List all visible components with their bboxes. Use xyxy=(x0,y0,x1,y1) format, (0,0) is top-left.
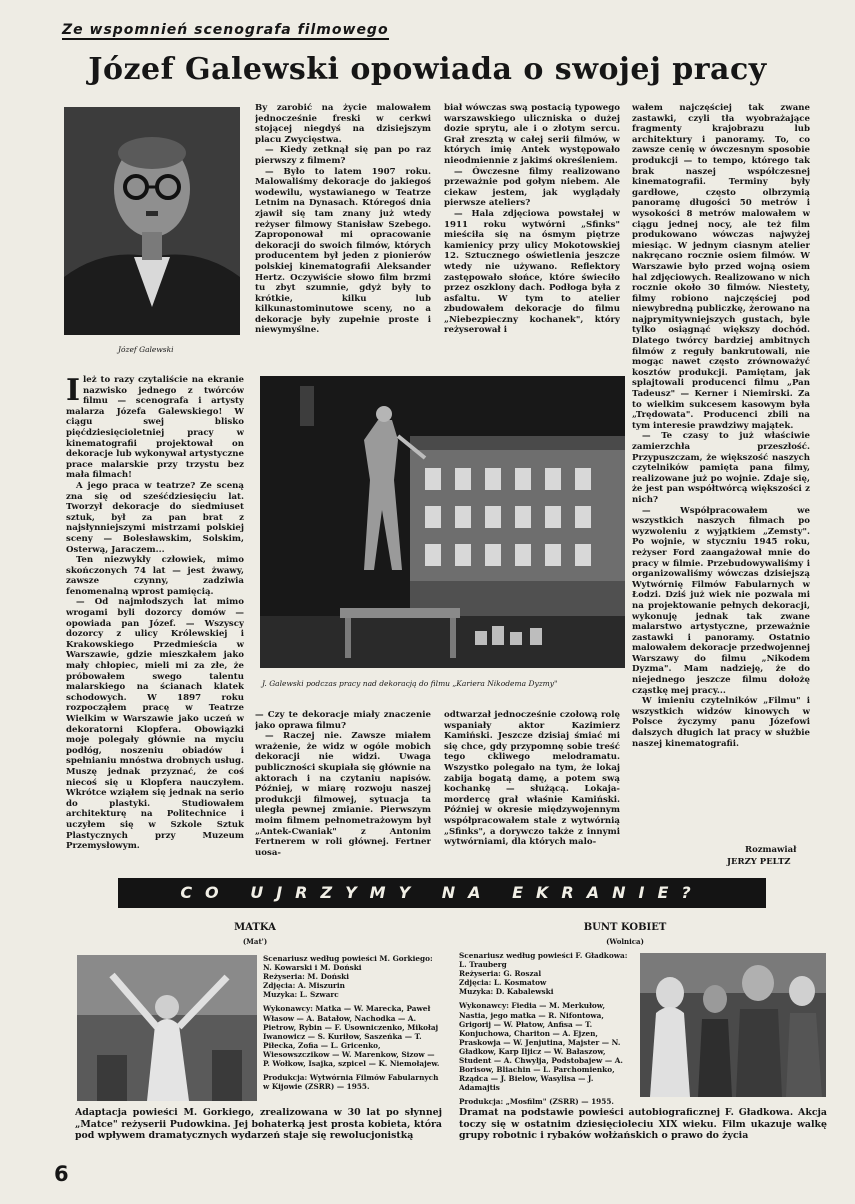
article-paragraph: Ten niezwykły człowiek, mimo skończonych 74 lat — jest żwawy, zawsze czynny, zadziwia fenomenalną wprost pamięcią. xyxy=(66,555,244,597)
film-summary: Dramat na podstawie powieści autobiograficznej F. Gładkowa. Akcja toczy się w ostatnim dziesięcioleciu XIX wieku. Film ukazuje walkę grupy robotnic i rybaków wołżańskich o prawo do życia xyxy=(459,1107,827,1142)
credit-line: Reżyseria: M. Doński xyxy=(263,972,350,982)
credit-line: Wykonawcy: Fiedia — M. Merkułow, Nastia, jego matka — R. Nifontowa, Grigorij — W. Płatow, Anfisa — T. Konjuchowa, Chariton — A. Ejzen, Praskowja — W. Jenjutina, Majster — N. Gładkow, Karp Iljicz — W. Bałaszow, Student — A. Chwylja, Podstobajew — A. Borisow, Bliachin — L. Parchomienko, Rządca — J. Bielow, Wasylisa — J. Adamajtis xyxy=(459,1001,623,1093)
film-still-illustration xyxy=(640,953,826,1097)
credit-line: Zdjęcia: L. Kosmatow xyxy=(459,978,547,988)
article-paragraph: — Kiedy zetknął się pan po raz pierwszy z filmem? xyxy=(255,145,431,166)
article-column-4 xyxy=(632,103,810,843)
film-credits xyxy=(263,954,440,1104)
signature-label: Rozmawiał xyxy=(745,845,797,855)
article-column-2-continued xyxy=(255,710,431,870)
article-headline: Józef Galewski opowiada o swojej pracy xyxy=(88,52,767,87)
film-still-illustration xyxy=(77,955,257,1101)
film-still-bunt-kobiet xyxy=(640,953,826,1097)
article-column-1 xyxy=(66,375,244,868)
film-summary: Adaptacja powieści M. Gorkiego, zrealizowana w 30 lat po słynnej „Matce" reżyserii Pudowkina. Jej bohaterką jest prosta kobieta, która pod wpływem dramatycznych wydarzeń staje się rewolucjonistką xyxy=(75,1107,442,1142)
film-title: MATKA xyxy=(234,922,276,933)
film-original-title: (Wolnica) xyxy=(606,937,644,946)
article-paragraph: W imieniu czytelników „Filmu" i wszystkich widzów kinowych w Polsce życzymy panu Józefowi dalszych długich lat pracy w służbie naszej kinematografii. xyxy=(632,696,810,749)
credit-line: Scenariusz według powieści M. Gorkiego: N. Kowarski i M. Doński xyxy=(263,954,433,973)
signature-name: JERZY PELTZ xyxy=(727,857,791,867)
scene-illustration xyxy=(260,376,625,668)
credit-line: Produkcja: Wytwórnia Filmów Fabularnych w Kijowie (ZSRR) — 1955. xyxy=(263,1073,439,1092)
scene-photo xyxy=(260,376,625,668)
credit-line: Reżyseria: G. Roszal xyxy=(459,969,542,979)
film-title: BUNT KOBIET xyxy=(583,922,667,933)
article-paragraph: A jego praca w teatrze? Ze sceną zna się od sześćdziesięciu lat. Tworzył dekoracje do siedmiuset sztuk, był za pan brat z najsłynniejszymi mistrzami polskiej sceny — Bolesławskim, Solskim, Osterwą, Jaraczem... xyxy=(66,480,244,555)
article-column-3 xyxy=(444,103,620,361)
section-kicker: Ze wspomnień scenografa filmowego xyxy=(62,22,389,38)
article-paragraph: — Hala zdjęciowa powstałej w 1911 roku wytwórni „Sfinks" mieściła się na ósmym piętrze kamienicy przy ulicy Mokotowskiej 12. Sztucznego oświetlenia jeszcze wtedy nie używano. Reflektory zastępowało słońce, które świeciło przez oszklony dach. Podłoga była z asfaltu. W tym to atelier zbudowałem dekoracje do filmu „Niebezpieczny kochanek", który reżyserował i xyxy=(444,208,620,336)
film-still-matka xyxy=(77,955,257,1101)
article-paragraph: odtwarzał jednocześnie czołową rolę wspaniały aktor Kazimierz Kamiński. Jeszcze dzisiaj śmiać mi się chce, gdy przypomnę sobie treść tego ckliwego melodramatu. Wszystko polegało na tym, że lokaj zabija bogatą damę, a potem swą kochankę — służącą. Lokaja-mordercę grał właśnie Kamiński. Później w okresie międzywojennym współpracowałem stale z wytwórnią „Sfinks", a dorywczo także z innymi wytwórniami, dla których malo- xyxy=(444,710,620,848)
credit-line: Wykonawcy: Matka — W. Marecka, Paweł Własow — A. Batałow, Nachodka — A. Pietrow, Rybin — F. Usowniczenko, Mikołaj Iwanowicz — S. Kuriłow, Saszeńka — T. Piłecka, Zofia — L. Gricenko, Wiesowszczikow — W. Marenkow, Sizow — P. Wołkow, Isajka, szpicel — K. Niemołajew. xyxy=(263,1004,440,1069)
article-paragraph: — Od najmłodszych lat mimo wrogami byli dozorcy domów — opowiada pan Józef. — Wszyscy dozorcy z ulicy Królewskiej i Krakowskiego Przedmieścia w Warszawie, gdzie mieszkałem jako mały chłopiec, mieli mi za złe, że próbowałem swego talentu malarskiego na ścianach klatek schodowych. W 1897 roku rozpocząłem pracę w Teatrze Wielkim w Warszawie jako uczeń w dekoratorni Klopfera. Obowiązki moje polegały głównie na myciu podłóg, noszeniu obiadów i spełnianiu mnóstwa drobnych usług. Muszę jednak przyznać, że coś niecoś się u Klopfera nauczyłem. Wkrótce wziąłem się jednak na serio do plastyki. Studiowałem architekturę na Politechnice i uczyłem się w Szkole Sztuk Plastycznych przy Muzeum Przemysłowym. xyxy=(66,597,244,852)
credit-line: Zdjęcia: A. Miszurin xyxy=(263,981,345,991)
portrait-caption: Józef Galewski xyxy=(118,345,174,354)
portrait-illustration xyxy=(64,107,240,335)
film-original-title: (Mat') xyxy=(242,937,268,946)
credit-line: Muzyka: L. Szwarc xyxy=(263,990,339,1000)
article-paragraph: — Ówczesne filmy realizowano przeważnie pod gołym niebem. Ale ciekaw jestem, jak wyglądały pierwsze ateliers? xyxy=(444,166,620,209)
article-paragraph: — Te czasy to już właściwie zamierzchła przeszłość. Przypuszczam, że większość naszych czytelników pamięta pana filmy, realizowane już po wojnie. Zdaje się, że jest pan współtwórcą większości z nich? xyxy=(632,431,810,505)
article-paragraph: Ileż to razy czytaliście na ekranie nazwisko jednego z twórców filmu — scenografa i artysty malarza Józefa Galewskiego! W ciągu swej blisko pięćdziesięcioletniej pracy w kinematografii projektował on dekoracje lub wykonywał artystyczne prace malarskie przy trzystu bez mała filmach! xyxy=(66,375,244,481)
page-number: 6 xyxy=(54,1162,69,1186)
scene-caption: J. Galewski podczas pracy nad dekoracją do filmu „Kariera Nikodema Dyzmy" xyxy=(262,679,558,688)
article-paragraph: — Współpracowałem we wszystkich naszych filmach po wyzwoleniu z wyjątkiem „Zemsty". Po wojnie, w styczniu 1945 roku, reżyser Ford zaangażował mnie do pracy w filmie. Przebudowywaliśmy i organizowaliśmy wówczas dzisiejszą Wytwórnię Filmów Fabularnych w Łodzi. Dziś już wiek nie pozwala mi na projektowanie pełnych dekoracji, wykonuję jednak tak zwane malarstwo artystyczne, przeważnie zastawki i panoramy. Ostatnio malowałem dekoracje przedwojennej Warszawy do filmu „Nikodem Dyzma". Mam nadzieję, że do niejednego jeszcze filmu dołożę cząstkę mej pracy... xyxy=(632,505,810,696)
article-paragraph: wałem najczęściej tak zwane zastawki, czyli tła wyobrażające fragmenty krajobrazu lub architektury i panoramy. To, co zawsze cenię w ówczesnym sposobie produkcji — to tempo, którego tak brak naszej współczesnej kinematografii. Terminy były gardłowe, często olbrzymią panoramę długości 50 metrów i wysokości 8 metrów malowałem w ciągu jednej nocy, ale też film produkowano wówczas najwyżej miesiąc. W jednym ciasnym atelier nakręcano rocznie osiem filmów. W Warszawie było przed wojną osiem hal zdjęciowych. Realizowano w nich rocznie około 30 filmów. Niestety, filmy robiono najczęściej pod niewybredną publiczkę, żerowano na najprymitywniejszych gustach, byle tylko osiągnąć większy dochód. Dlatego twórcy bardziej ambitnych filmów z reguły bankrutowali, nie mogąc nawet często zrównoważyć kosztów produkcji. Pamiętam, jak splajtowali producenci filmu „Pan Tadeusz" — Kerner i Niemirski. Za to wielkim sukcesem kasowym była „Trędowata". Producenci zbili na tym interesie prawdziwy majątek. xyxy=(632,103,810,431)
article-column-2 xyxy=(255,103,431,361)
credit-line: Produkcja: „Mosfilm" (ZSRR) — 1955. xyxy=(459,1097,614,1106)
article-paragraph: By zarobić na życie malowałem jednocześnie freski w cerkwi stojącej niegdyś na dzisiejszym placu Zwycięstwa. xyxy=(255,103,431,145)
article-paragraph: biał wówczas swą postacią typowego warszawskiego uliczniska o dużej dozie sprytu, ale i o złotym sercu. Grał zresztą w całej serii filmów, w których imię Antek występowało nieodmiennie z jakimś określeniem. xyxy=(444,103,620,166)
drop-cap: I xyxy=(66,375,81,408)
article-paragraph: — Było to latem 1907 roku. Malowaliśmy dekoracje do jakiegoś wodewilu, wystawianego w Teatrze Letnim na Dynasach. Któregoś dnia zjawił się tam znany już wtedy reżyser filmowy Stanisław Szebego. Zaproponował mi opracowanie dekoracji do swoich filmów, których producentem był jeden z pionierów polskiej kinematografii Aleksander Hertz. Oczywiście słowo film brzmi tu zbyt szumnie, gdyż były to krótkie, kilku lub kilkunastominutowe sceny, no a dekoracje były zupełnie proste i niewymyślne. xyxy=(255,166,431,336)
credit-line: Scenariusz według powieści F. Gładkowa: L. Trauberg xyxy=(459,951,628,970)
section-banner: CO UJRZYMY NA EKRANIE? xyxy=(118,878,766,908)
credit-line: Muzyka: D. Kabalewski xyxy=(459,987,554,997)
film-credits xyxy=(459,951,635,1106)
article-paragraph: — Czy te dekoracje miały znaczenie jako oprawa filmu? xyxy=(255,710,431,731)
article-column-3-continued xyxy=(444,710,620,870)
portrait-photo xyxy=(64,107,240,335)
article-paragraph: — Raczej nie. Zawsze miałem wrażenie, że widz w ogóle mobich dekoracji nie widzi. Uwaga publiczności skupiała się głównie na aktorach i na czytaniu napisów. Później, w miarę rozwoju naszej produkcji filmowej, sytuacja ta uległa pewnej zmianie. Pierwszym moim filmem pełnometrażowym był „Antek-Cwaniak" z Antonim Fertnerem w roli głównej. Fertner uosa- xyxy=(255,731,431,858)
